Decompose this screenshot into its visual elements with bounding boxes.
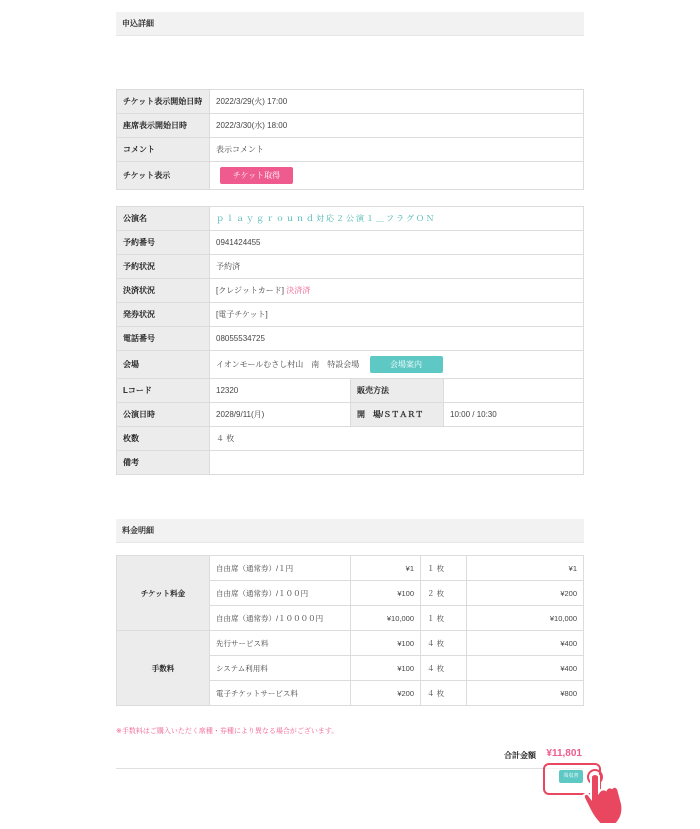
total-label: 合計金額 bbox=[504, 751, 536, 760]
fee-name: 先行サービス料 bbox=[210, 631, 351, 656]
fee-qty: １ 枚 bbox=[421, 606, 467, 631]
fee-name: 自由席（通常券）/１００円 bbox=[210, 581, 351, 606]
count-label: 枚数 bbox=[117, 427, 210, 451]
fee-note: ※手数料はご購入いただく席種・券種により異なる場合がございます。 bbox=[116, 728, 339, 735]
fee-qty: １ 枚 bbox=[421, 556, 467, 581]
performance-link[interactable]: ｐｌａｙｇｒｏｕｎｄ対応２公演１＿フラグＯＮ bbox=[216, 214, 436, 223]
sales-method-value bbox=[444, 379, 584, 403]
fee-amount: ¥200 bbox=[467, 581, 584, 606]
table-row bbox=[117, 327, 584, 351]
fee-name: 電子チケットサービス料 bbox=[210, 681, 351, 706]
table-row bbox=[117, 631, 584, 656]
table-row bbox=[117, 403, 584, 427]
reservation-no-label: 予約番号 bbox=[117, 231, 210, 255]
date-value: 2028/9/11(月) bbox=[210, 403, 351, 427]
venue-label: 会場 bbox=[117, 351, 210, 379]
total-row bbox=[116, 748, 584, 769]
section-header-fee: 料金明細 bbox=[116, 519, 584, 543]
fee-unit: ¥10,000 bbox=[351, 606, 421, 631]
payment-status-value bbox=[210, 279, 584, 303]
fee-amount: ¥1 bbox=[467, 556, 584, 581]
fee-qty: ４ 枚 bbox=[421, 631, 467, 656]
venue-guide-button[interactable]: 会場案内 bbox=[370, 356, 443, 373]
row-label: チケット表示 bbox=[117, 162, 210, 190]
receipt-button[interactable]: 領収書 bbox=[559, 770, 583, 783]
venue-name: イオンモールむさし村山 南 特設会場 bbox=[216, 360, 360, 369]
reservation-status-value: 予約済 bbox=[210, 255, 584, 279]
open-start-label: 開 場/ＳＴＡＲＴ bbox=[351, 403, 444, 427]
payment-method: [クレジットカード] bbox=[216, 286, 285, 295]
row-value: 2022/3/30(水) 18:00 bbox=[210, 114, 584, 138]
payment-status-label: 決済状況 bbox=[117, 279, 210, 303]
fee-unit: ¥100 bbox=[351, 581, 421, 606]
table-row bbox=[117, 90, 584, 114]
table-row bbox=[117, 138, 584, 162]
table-row bbox=[117, 114, 584, 138]
issue-status-value: [電子チケット] bbox=[210, 303, 584, 327]
table-row bbox=[117, 379, 584, 403]
row-label: コメント bbox=[117, 138, 210, 162]
fee-name: システム利用料 bbox=[210, 656, 351, 681]
open-start-value: 10:00 / 10:30 bbox=[444, 403, 584, 427]
service-fee-group: 手数料 bbox=[117, 631, 210, 706]
reservation-status-label: 予約状況 bbox=[117, 255, 210, 279]
table-row bbox=[117, 162, 584, 190]
sales-method-label: 販売方法 bbox=[351, 379, 444, 403]
venue-value bbox=[210, 351, 584, 379]
row-value bbox=[210, 162, 584, 190]
fee-name: 自由席（通常券）/１００００円 bbox=[210, 606, 351, 631]
fee-amount: ¥800 bbox=[467, 681, 584, 706]
table-row bbox=[117, 255, 584, 279]
get-ticket-button[interactable]: チケット取得 bbox=[220, 167, 293, 184]
performance-value bbox=[210, 207, 584, 231]
performance-label: 公演名 bbox=[117, 207, 210, 231]
row-label: 座席表示開始日時 bbox=[117, 114, 210, 138]
table-row bbox=[117, 351, 584, 379]
fee-qty: ４ 枚 bbox=[421, 681, 467, 706]
reservation-detail-table bbox=[116, 206, 584, 475]
table-row bbox=[117, 279, 584, 303]
lcode-value: 12320 bbox=[210, 379, 351, 403]
fee-unit: ¥100 bbox=[351, 631, 421, 656]
fee-table bbox=[116, 555, 584, 706]
row-value: 表示コメント bbox=[210, 138, 584, 162]
issue-status-label: 発券状況 bbox=[117, 303, 210, 327]
lcode-label: Lコード bbox=[117, 379, 210, 403]
fee-amount: ¥400 bbox=[467, 631, 584, 656]
table-row bbox=[117, 556, 584, 581]
total-value: ¥11,801 bbox=[546, 748, 582, 759]
schedule-table bbox=[116, 89, 584, 190]
remarks-label: 備考 bbox=[117, 451, 210, 475]
remarks-value bbox=[210, 451, 584, 475]
section-header-application: 申込詳細 bbox=[116, 12, 584, 36]
table-row bbox=[117, 207, 584, 231]
phone-label: 電話番号 bbox=[117, 327, 210, 351]
fee-qty: ４ 枚 bbox=[421, 656, 467, 681]
reservation-no-value: 0941424455 bbox=[210, 231, 584, 255]
date-label: 公演日時 bbox=[117, 403, 210, 427]
fee-qty: ２ 枚 bbox=[421, 581, 467, 606]
table-row bbox=[117, 303, 584, 327]
fee-name: 自由席（通常券）/１円 bbox=[210, 556, 351, 581]
table-row bbox=[117, 427, 584, 451]
phone-value: 08055534725 bbox=[210, 327, 584, 351]
table-row bbox=[117, 451, 584, 475]
fee-amount: ¥10,000 bbox=[467, 606, 584, 631]
fee-unit: ¥100 bbox=[351, 656, 421, 681]
row-label: チケット表示開始日時 bbox=[117, 90, 210, 114]
fee-amount: ¥400 bbox=[467, 656, 584, 681]
count-value: ４ 枚 bbox=[210, 427, 584, 451]
payment-status-badge: 決済済 bbox=[286, 286, 311, 295]
table-row bbox=[117, 231, 584, 255]
row-value: 2022/3/29(火) 17:00 bbox=[210, 90, 584, 114]
fee-unit: ¥1 bbox=[351, 556, 421, 581]
ticket-fee-group: チケット料金 bbox=[117, 556, 210, 631]
fee-unit: ¥200 bbox=[351, 681, 421, 706]
pointing-hand-icon bbox=[580, 768, 628, 828]
